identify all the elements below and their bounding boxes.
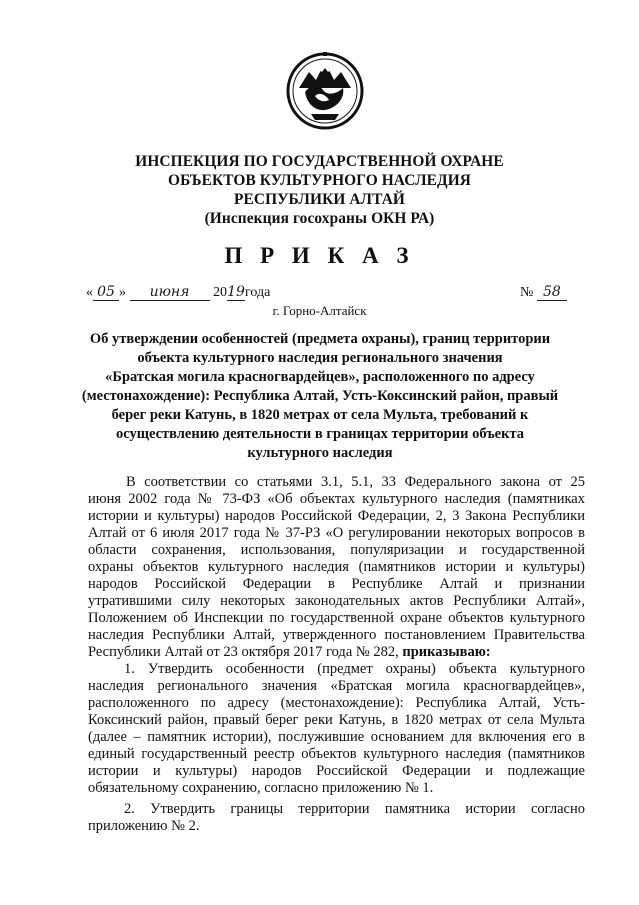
- date-year-prefix: 20: [213, 285, 227, 300]
- preamble-line: утратившими силу некоторых законодательных актов Республики Алтай»,: [88, 593, 585, 609]
- date-open-quote: «: [86, 285, 93, 300]
- preamble-line: истории и культуры) народов Российской Федерации, 2, 3 Закона Республики: [88, 508, 585, 524]
- date-month: июня: [130, 284, 210, 301]
- preamble-line: охраны объектов культурного наследия (памятников истории и культуры): [88, 559, 585, 575]
- preamble-line: наследия Республики Алтай, утвержденного постановлением Правительства: [88, 627, 585, 643]
- item-1-line: обязательному сохранению, согласно приложению № 1.: [88, 780, 434, 796]
- organization-name-line-3: РЕСПУБЛИКИ АЛТАЙ: [233, 191, 406, 208]
- subject-line: (местонахождение): Республика Алтай, Усть-Коксинский район, правый: [81, 388, 559, 404]
- subject-line: берег реки Катунь, в 1820 метрах от села Мульта, требований к: [111, 407, 529, 423]
- city-line: г. Горно-Алтайск: [272, 303, 367, 318]
- subject-line: «Братская могила красногвардейцев», расположенного по адресу: [105, 369, 535, 385]
- preamble-line: Положением об Инспекции по государственной охране объектов культурного: [88, 610, 585, 626]
- item-1-line: наследия регионального значения «Братская могила красногвардейцев»,: [88, 678, 585, 694]
- date-day: 05: [93, 284, 119, 301]
- preamble-line: области сохранения, использования, популяризации и государственной: [88, 542, 585, 558]
- preamble-last-line: [88, 644, 491, 661]
- item-1-line: Коксинский район, правый берег реки Катунь, в 1820 метрах от села Мульта: [88, 712, 585, 728]
- number-value: 58: [537, 284, 567, 301]
- preamble-line: народов Российской Федерации в Республике Алтай и признании: [88, 576, 585, 592]
- orders-word: приказываю:: [402, 644, 491, 660]
- subject-line: культурного наследия: [247, 445, 393, 461]
- subject-line: осуществлению деятельности в границах территории объекта: [116, 426, 524, 442]
- item-2-line: 2. Утвердить границы территории памятника истории согласно: [124, 801, 585, 817]
- item-1-line: расположенного по адресу (местонахождение): Республика Алтай, Усть-: [88, 695, 585, 711]
- date-suffix: года: [245, 285, 271, 300]
- preamble-line: Республики Алтай от 23 октября 2017 года № 282,: [88, 644, 399, 660]
- organization-name-line-1: ИНСПЕКЦИЯ ПО ГОСУДАРСТВЕННОЙ ОХРАНЕ: [135, 153, 504, 170]
- organization-short-name: (Инспекция госохраны ОКН РА): [204, 210, 435, 227]
- preamble-line: В соответствии со статьями 3.1, 5.1, 33 Федерального закона от 25: [126, 474, 585, 490]
- coat-of-arms-emblem: [285, 48, 365, 134]
- date-year-suffix: 19: [227, 284, 245, 300]
- subject-line: объекта культурного наследия регионального значения: [137, 350, 503, 366]
- order-date: [86, 284, 270, 301]
- date-close-quote: »: [119, 285, 126, 300]
- preamble-line: Алтай от 6 июля 2017 года № 37-РЗ «О регулировании некоторых вопросов в: [88, 525, 585, 541]
- order-number: [520, 284, 567, 301]
- subject-line: Об утверждении особенностей (предмета охраны), границ территории: [89, 331, 551, 347]
- document-title: П Р И К А З: [224, 243, 415, 268]
- item-1-line: (далее – памятник истории), послужившие основанием для включения его в: [88, 729, 585, 745]
- item-1-line: истории и культуры) народов Российской Федерации и подлежащие: [88, 763, 585, 779]
- item-1-line: единый государственный реестр объектов культурного наследия (памятников: [88, 746, 585, 762]
- item-1-line: 1. Утвердить особенности (предмет охраны) объекта культурного: [124, 661, 585, 677]
- item-2-line: приложению № 2.: [88, 818, 200, 834]
- preamble-line: июня 2002 года № 73-ФЗ «Об объектах культурного наследия (памятниках: [88, 491, 585, 507]
- number-label: №: [520, 285, 534, 300]
- organization-name-line-2: ОБЪЕКТОВ КУЛЬТУРНОГО НАСЛЕДИЯ: [168, 172, 471, 189]
